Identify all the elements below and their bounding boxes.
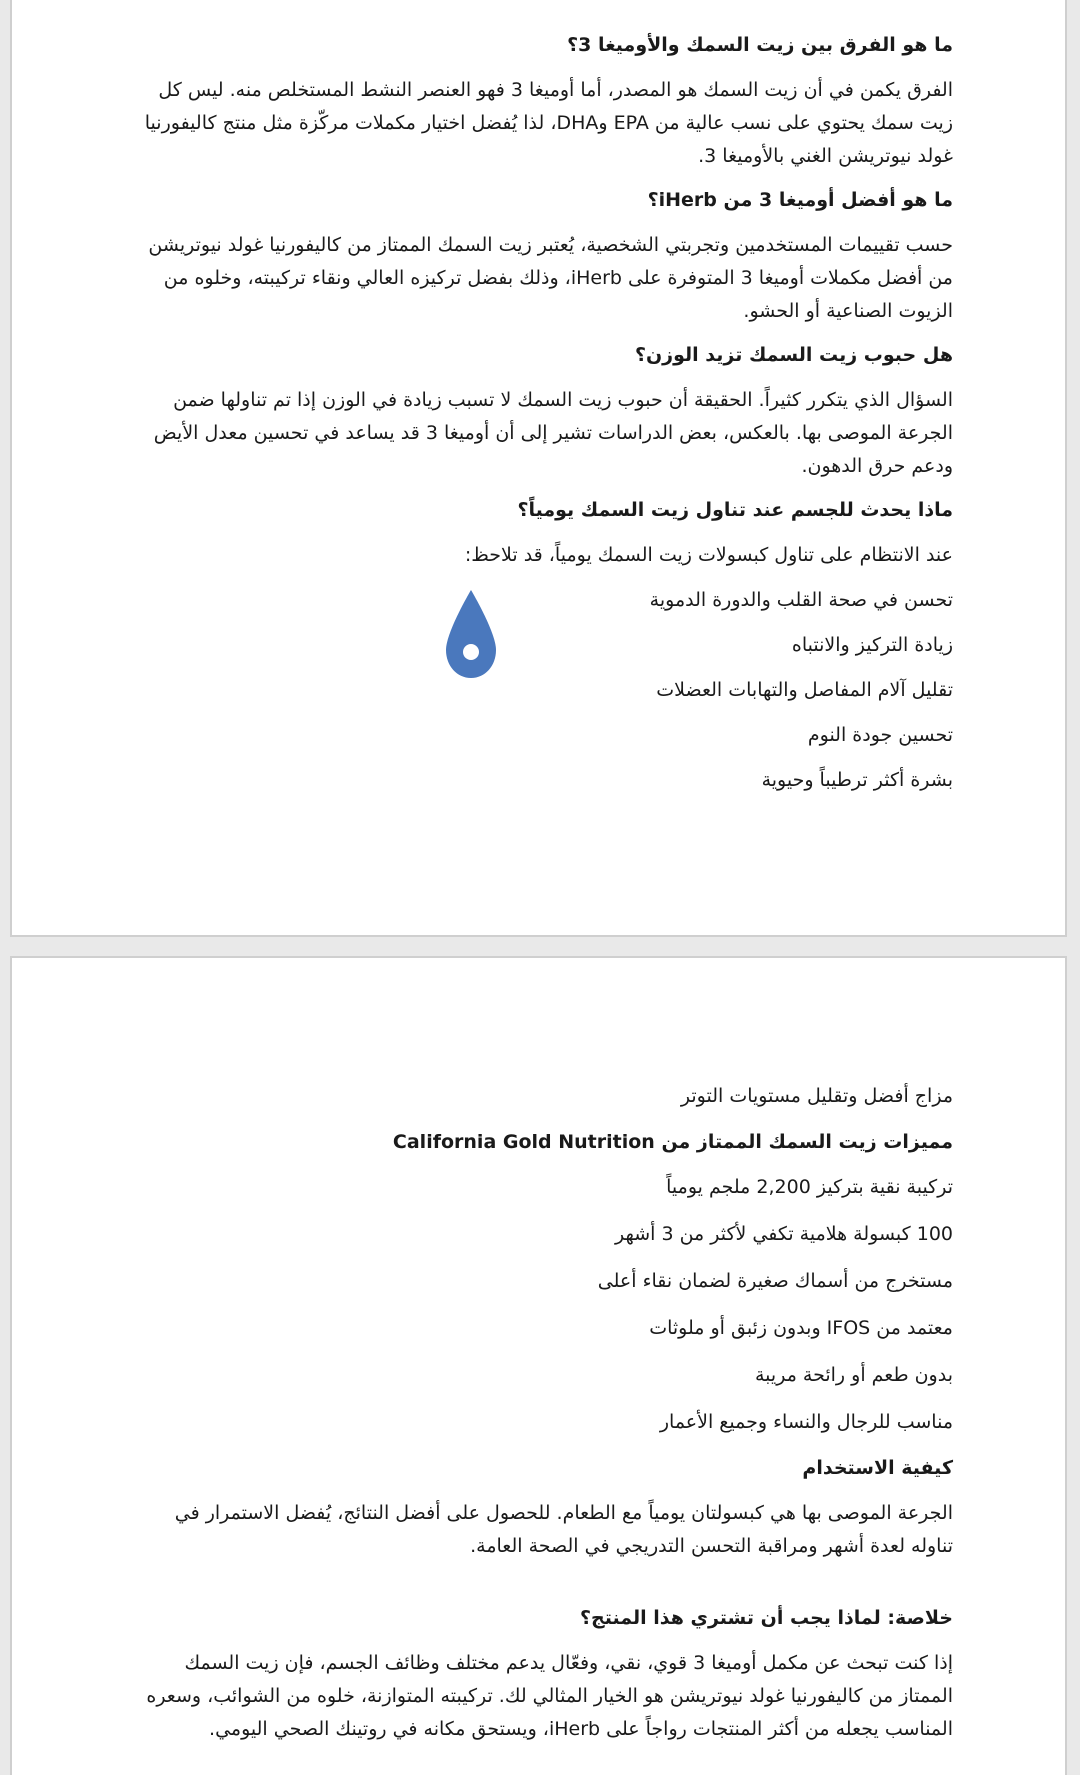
list-item: تقليل آلام المفاصل والتهابات العضلات [656,679,953,701]
list-item: زيادة التركيز والانتباه [791,634,953,656]
usage-body: الجرعة الموصى بها هي كبسولتان يومياً مع الطعام. للحصول على أفضل النتائج، يُفضل الاستمرار في تناوله لعدة أشهر ومراقبة التحسن التدريجي في الصحة العامة. [174,1502,953,1557]
features-heading: مميزات زيت السمك الممتاز من California Gold Nutrition [392,1131,953,1153]
feature-item: 100 كبسولة هلامية تكفي لأكثر من 3 أشهر [614,1223,953,1245]
list-item: بشرة أكثر ترطيباً وحيوية [761,769,953,791]
list-item: تحسين جودة النوم [807,724,953,746]
usage-heading: كيفية الاستخدام [802,1457,953,1479]
document-page-1 [10,0,1067,937]
list-item-continued: مزاج أفضل وتقليل مستويات التوتر [680,1085,953,1107]
document-page-2 [10,956,1067,1775]
faq-heading-weight: هل حبوب زيت السمك تزيد الوزن؟ [634,344,953,366]
feature-item: مناسب للرجال والنساء وجميع الأعمار [659,1411,953,1433]
faq-heading-difference: ما هو الفرق بين زيت السمك والأوميغا 3؟ [567,34,953,56]
faq-heading-daily-effects: ماذا يحدث للجسم عند تناول زيت السمك يومياً؟ [517,499,953,521]
faq-answer-difference: الفرق يكمن في أن زيت السمك هو المصدر، أما أوميغا 3 فهو العنصر النشط المستخلص منه. ليس كل زيت سمك يحتوي على نسب عالية من EPA وDHA، لذا يُفضل اختيار مكملات مركّزة مثل منتج كاليفورنيا غولد نيوتريشن الغني بالأوميغا 3. [144,79,953,167]
feature-item: تركيبة نقية بتركيز 2,200 ملجم يومياً [666,1176,953,1198]
page-2-content [133,1080,953,1758]
list-item: تحسن في صحة القلب والدورة الدموية [649,589,953,611]
conclusion-heading: خلاصة: لماذا يجب أن تشتري هذا المنتج؟ [580,1607,953,1629]
faq-answer-weight: السؤال الذي يتكرر كثيراً. الحقيقة أن حبوب زيت السمك لا تسبب زيادة في الوزن إذا تم تناولها ضمن الجرعة الموصى بها. بالعكس، بعض الدراسات تشير إلى أن أوميغا 3 قد يساعد في تحسين معدل الأيض ودعم حرق الدهون. [153,389,953,477]
feature-item: مستخرج من أسماك صغيرة لضمان نقاء أعلى [597,1270,953,1292]
daily-effects-intro: عند الانتظام على تناول كبسولات زيت السمك يومياً، قد تلاحظ: [464,544,953,566]
oil-drop-icon [442,588,500,682]
faq-heading-best-iherb: ما هو أفضل أوميغا 3 من iHerb؟ [647,189,953,211]
faq-answer-best-iherb: حسب تقييمات المستخدمين وتجربتي الشخصية، يُعتبر زيت السمك الممتاز من كاليفورنيا غولد نيوتريشن من أفضل مكملات أوميغا 3 المتوفرة على iHerb، وذلك بفضل تركيزه العالي ونقاء تركيبته، وخلوه من الزيوت الصناعية أو الحشو. [148,234,953,322]
feature-item: بدون طعم أو رائحة مريبة [755,1364,953,1386]
page-1-content [133,30,953,809]
feature-item: معتمد من IFOS وبدون زئبق أو ملوثات [649,1317,953,1339]
conclusion-body: إذا كنت تبحث عن مكمل أوميغا 3 قوي، نقي، وفعّال يدعم مختلف وظائف الجسم، فإن زيت السمك الممتاز من كاليفورنيا غولد نيوتريشن هو الخيار المثالي لك. تركيبته المتوازنة، خلوه من الشوائب، وسعره المناسب يجعله من أكثر المنتجات رواجاً على iHerb، ويستحق مكانه في روتينك الصحي اليومي. [146,1652,953,1740]
